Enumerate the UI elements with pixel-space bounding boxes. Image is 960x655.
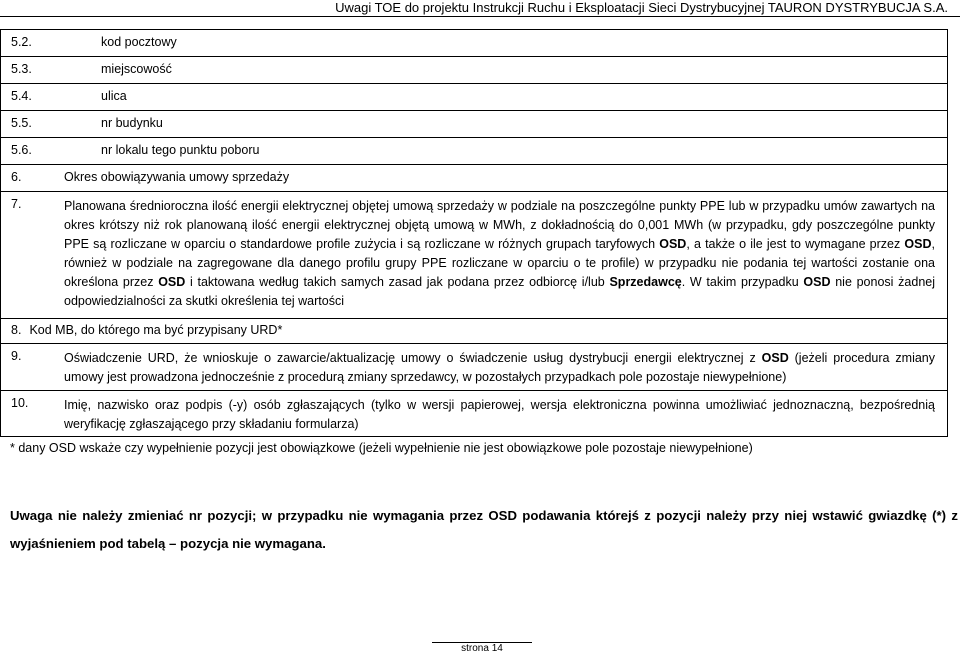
- table-row: [1, 391, 948, 437]
- item-7-text: Planowana średnioroczna ilość energii elektrycznej objętej umową sprzedaży w podziale na poszczególne punkty PPE lub w przypadku umów zawartych na okres krótszy niż rok planowaną ilość energii elektrycznej objętą umową w MWh, z dokładnością do 0,001 MWh (w przypadku, gdy poszczególne punkty PPE są rozliczane w oparciu o standardowe profile zużycia i są rozliczane w różnych grupach taryfowych OSD, a także o ile jest to wymagane przez OSD, również w podziale na zagregowane dla danego profilu grupy PPE rozliczane w oparciu o te profile) w przypadku nie podania tej wartości zostanie ona określona przez OSD i taktowana według takich samych zasad jak podana przez odbiorcę i/lub Sprzedawcę. W takim przypadku OSD nie ponosi żadnej odpowiedzialności za skutki określenia tej wartości: [64, 199, 935, 308]
- table-row: [1, 165, 948, 192]
- item-label: Kod MB, do którego ma być przypisany URD*: [29, 323, 283, 337]
- item-label: nr budynku: [101, 116, 163, 130]
- form-items-table: [0, 29, 948, 437]
- table-row: [1, 344, 948, 391]
- item-number: 9.: [11, 349, 22, 363]
- table-row: [1, 319, 948, 344]
- table-row: [1, 138, 948, 165]
- item-number: 10.: [11, 396, 29, 410]
- header-divider: [0, 16, 960, 17]
- item-label: kod pocztowy: [101, 35, 177, 49]
- table-row: [1, 192, 948, 319]
- item-number: 7.: [11, 197, 22, 211]
- table-row: [1, 84, 948, 111]
- footnote: * dany OSD wskaże czy wypełnienie pozycji jest obowiązkowe (jeżeli wypełnienie nie jest obowiązkowe pole pozostaje niewypełnione): [10, 441, 753, 455]
- item-number: 8.: [11, 323, 22, 337]
- item-label: ulica: [101, 89, 127, 103]
- table-row: [1, 111, 948, 138]
- item-label: miejscowość: [101, 62, 172, 76]
- item-number: 5.2.: [11, 35, 32, 49]
- table-row: [1, 57, 948, 84]
- item-number: 5.4.: [11, 89, 32, 103]
- table-row: [1, 30, 948, 57]
- item-number: 6.: [11, 170, 22, 184]
- item-label: nr lokalu tego punktu poboru: [101, 143, 260, 157]
- document-header: Uwagi TOE do projektu Instrukcji Ruchu i Eksploatacji Sieci Dystrybucyjnej TAURON DYSTRYBUCJA S.A.: [335, 0, 948, 15]
- item-number: 5.6.: [11, 143, 32, 157]
- item-9-text: Oświadczenie URD, że wnioskuje o zawarcie/aktualizację umowy o świadczenie usług dystrybucji energii elektrycznej z OSD (jeżeli procedura zmiany umowy jest prowadzona jednocześnie z procedurą zmiany sprzedawcy, w pozostałych przypadkach pole pozostaje niewypełnione): [64, 351, 935, 384]
- item-number: 5.3.: [11, 62, 32, 76]
- item-10-text: Imię, nazwisko oraz podpis (-y) osób zgłaszających (tylko w wersji papierowej, wersja elektroniczna powinna umożliwiać jednoznaczną, bezpośrednią weryfikację zgłaszającego przy składaniu formularza): [64, 398, 935, 431]
- item-number: 5.5.: [11, 116, 32, 130]
- page-number: strona 14: [461, 643, 503, 654]
- item-label: Okres obowiązywania umowy sprzedaży: [64, 170, 290, 184]
- warning-note: Uwaga nie należy zmieniać nr pozycji; w przypadku nie wymagania przez OSD podawania którejś z pozycji należy przy niej wstawić gwiazdkę (*) z wyjaśnieniem pod tabelą – pozycja nie wymagana.: [10, 508, 958, 551]
